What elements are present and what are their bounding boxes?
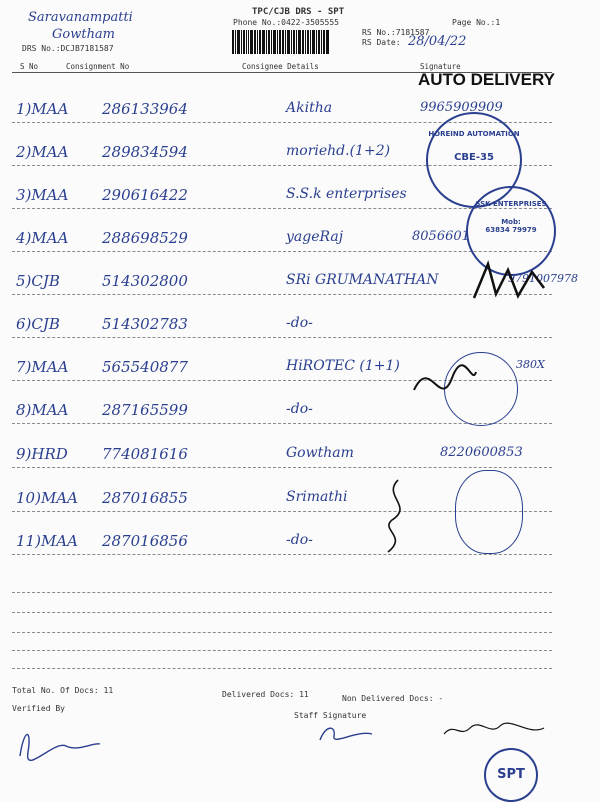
col-header-signature: Signature	[420, 62, 461, 71]
row-extra-note: 8220600853	[440, 445, 523, 460]
staff-signature-scribble	[316, 722, 376, 746]
col-header-consignee: Consignee Details	[242, 62, 319, 71]
row-serial: 9)HRD	[16, 445, 68, 463]
row-consignee: Akitha	[286, 100, 333, 116]
tamil-signature-scribble	[440, 720, 550, 740]
row-consignment-number: 289834594	[102, 143, 188, 161]
ssk-stamp-mob-label: Mob:	[501, 218, 521, 226]
ssk-stamp-name: SSK ENTERPRISES	[475, 200, 547, 208]
horeind-stamp-bottom: CBE-35	[454, 152, 494, 163]
row-consignment-number: 287165599	[102, 401, 188, 419]
barcode	[232, 30, 329, 54]
row-consignee: -do-	[286, 315, 313, 331]
row-consignment-number: 514302783	[102, 315, 188, 333]
phone-number: Phone No.:0422-3505555	[233, 18, 339, 27]
empty-line	[12, 612, 552, 613]
total-docs: Total No. Of Docs: 11	[12, 686, 114, 695]
auto-delivery-stamp: AUTO DELIVERY	[418, 70, 555, 89]
row-consignment-number: 514302800	[102, 272, 188, 290]
col-header-sno: S No	[20, 62, 39, 71]
row-consignment-number: 774081616	[102, 445, 188, 463]
empty-line	[12, 632, 552, 633]
rs-date-value: 28/04/22	[408, 34, 467, 49]
row-consignee: -do-	[286, 401, 313, 417]
row-consignee: Gowtham	[286, 445, 354, 461]
drs-number: DRS No.:DCJB7181587	[22, 44, 114, 53]
row-serial: 2)MAA	[16, 143, 69, 161]
row-consignment-number: 286133964	[102, 100, 188, 118]
row-serial: 10)MAA	[16, 489, 78, 507]
rs-date-label: RS Date:	[362, 38, 401, 47]
row-serial: 5)CJB	[16, 272, 60, 290]
row-consignee: HiROTEC (1+1)	[286, 358, 400, 374]
rs-number: RS No.:7181587	[362, 28, 430, 37]
srimathi-stamp	[455, 470, 523, 554]
row-serial: 1)MAA	[16, 100, 69, 118]
row-consignee: Srimathi	[286, 489, 348, 505]
page-number: Page No.:1	[452, 18, 501, 27]
row-consignee: moriehd.(1+2)	[286, 143, 391, 159]
verified-signature	[14, 722, 104, 762]
empty-line	[12, 668, 552, 669]
signature-scribble	[470, 258, 550, 308]
row-consignee: S.S.k enterprises	[286, 186, 407, 202]
col-header-consignment: Consignment No	[66, 62, 130, 71]
row-serial: 6)CJB	[16, 315, 60, 333]
row-extra-note: 9791007978	[508, 272, 578, 285]
handwritten-name: Gowtham	[52, 27, 116, 42]
row-extra-note: 380X	[516, 358, 545, 371]
ssk-stamp-mob: 63834 79979	[485, 226, 537, 234]
empty-line	[12, 592, 552, 593]
row-line	[12, 554, 552, 555]
row-extra-note: 8056601	[412, 229, 470, 244]
row-consignment-number: 565540877	[102, 358, 188, 376]
empty-line	[12, 650, 552, 651]
row-line	[12, 467, 552, 468]
row-serial: 11)MAA	[16, 532, 78, 550]
horeind-stamp-top: HOREIND AUTOMATION	[428, 130, 520, 138]
row-consignment-number: 288698529	[102, 229, 188, 247]
spt-stamp	[484, 748, 538, 802]
row-serial: 3)MAA	[16, 186, 69, 204]
delivered-docs: Delivered Docs: 11	[222, 690, 309, 699]
row-extra-note: 9965909909	[420, 100, 503, 115]
row-line	[12, 337, 552, 338]
row-consignment-number: 287016856	[102, 532, 188, 550]
row-serial: 4)MAA	[16, 229, 69, 247]
row-serial: 7)MAA	[16, 358, 69, 376]
row-consignee: SRi GRUMANATHAN	[286, 272, 439, 288]
handwritten-area: Saravanampatti	[28, 10, 133, 25]
row-consignee: yageRaj	[286, 229, 344, 245]
staff-signature-label: Staff Signature	[294, 711, 367, 720]
signature-scribble	[378, 476, 418, 556]
document-title: TPC/CJB DRS - SPT	[252, 7, 345, 17]
row-serial: 8)MAA	[16, 401, 69, 419]
verified-by-label: Verified By	[12, 704, 65, 713]
row-consignment-number: 287016855	[102, 489, 188, 507]
signature-scribble	[410, 360, 480, 410]
spt-stamp-label: SPT	[497, 767, 525, 782]
row-consignee: -do-	[286, 532, 313, 548]
row-consignment-number: 290616422	[102, 186, 188, 204]
non-delivered-docs: Non Delivered Docs: -	[342, 694, 444, 703]
